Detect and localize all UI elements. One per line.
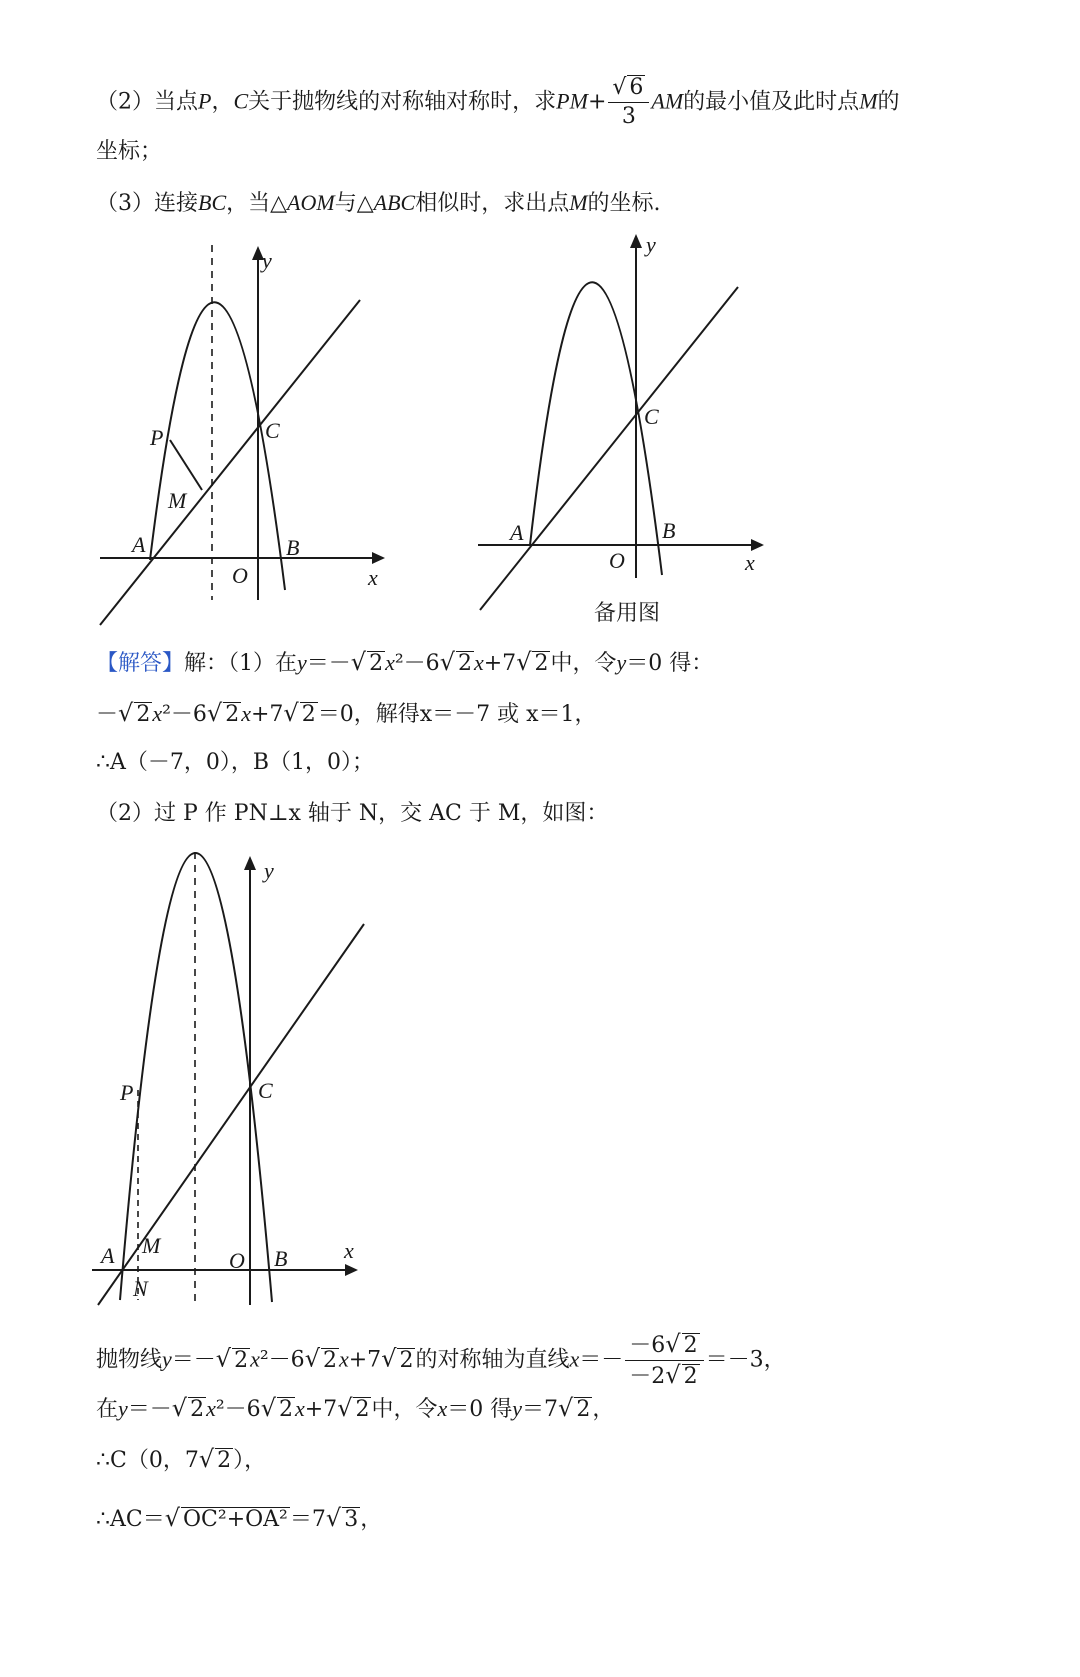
label-y: y [262, 248, 272, 273]
line-ac [100, 300, 360, 625]
label-o: O [609, 548, 625, 573]
figure-1 [96, 235, 396, 630]
label-o: O [229, 1248, 245, 1273]
fraction-axis: $\frac{-6√ 2}{-2√ 2}$ [625, 1330, 703, 1391]
answer-line4: （2）过 P 作 PN⊥x 轴于 N，交 AC 于 M，如图： [96, 801, 609, 826]
label-a: A [510, 520, 524, 545]
y-axis-arrow [630, 234, 642, 248]
answer-line1: 【解答】解：（1）在y＝－√ 2x²－6√ 2x+7√ 2中，令y＝0 得： [96, 648, 714, 676]
answer-tag: 【解答】 [96, 651, 185, 676]
figure-3 [90, 840, 370, 1310]
label-p: P [150, 425, 164, 450]
label-x: x [745, 550, 755, 575]
label-o: O [232, 563, 248, 588]
label-y: y [264, 858, 274, 883]
parabola-curve [530, 282, 662, 575]
label-a: A [132, 532, 146, 557]
segment-pm [170, 440, 202, 490]
answer-line8: ∴AC＝√ OC²+OA²＝7√ 3， [96, 1504, 383, 1532]
answer-line6: 在y＝－√ 2x²－6√ 2x+7√ 2中，令x＝0 得y＝7√ 2， [96, 1394, 615, 1422]
question-2-line1: （2）当点P，C关于抛物线的对称轴对称时，求PM+ $\frac{√ 6}{3}$ AM的最小值及此时点M的 [96, 75, 900, 129]
label-a: A [101, 1243, 115, 1268]
label-m: M [142, 1233, 161, 1258]
parabola-curve [150, 302, 285, 590]
label-b: B [662, 518, 676, 543]
answer-line3: ∴A（－7，0），B（1，0）； [96, 750, 375, 775]
label-m: M [168, 488, 187, 513]
figure-2 [470, 230, 770, 625]
figure-caption: 备用图 [594, 601, 661, 625]
y-axis-arrow [244, 856, 256, 870]
label-n: N [133, 1276, 148, 1301]
x-axis-arrow [345, 1264, 358, 1276]
label-x: x [368, 565, 378, 590]
x-axis-arrow [372, 552, 385, 564]
question-3: （3）连接BC，当△AOM与△ABC相似时，求出点M的坐标. [96, 190, 661, 216]
label-c: C [258, 1078, 273, 1103]
label-p: P [120, 1080, 134, 1105]
label-y: y [646, 232, 656, 257]
answer-line7: ∴C（0，7√ 2）， [96, 1445, 267, 1473]
label-b: B [274, 1246, 288, 1271]
label-c: C [644, 404, 659, 429]
fraction-sqrt6-over-3: $\frac{√ 6}{3}$ [608, 74, 649, 131]
label-c: C [265, 418, 280, 443]
answer-line2: －√ 2x²－6√ 2x+7√ 2＝0，解得x＝－7 或 x＝1， [96, 699, 597, 727]
question-2-line2: 坐标； [96, 139, 163, 164]
label-x: x [344, 1238, 354, 1263]
answer-line5: 抛物线y＝－√ 2x²－6√ 2x+7√ 2的对称轴为直线x＝－ $\frac{-6√ 2}{-2√ 2}$ ＝－3， [96, 1330, 786, 1389]
label-b: B [286, 535, 300, 560]
